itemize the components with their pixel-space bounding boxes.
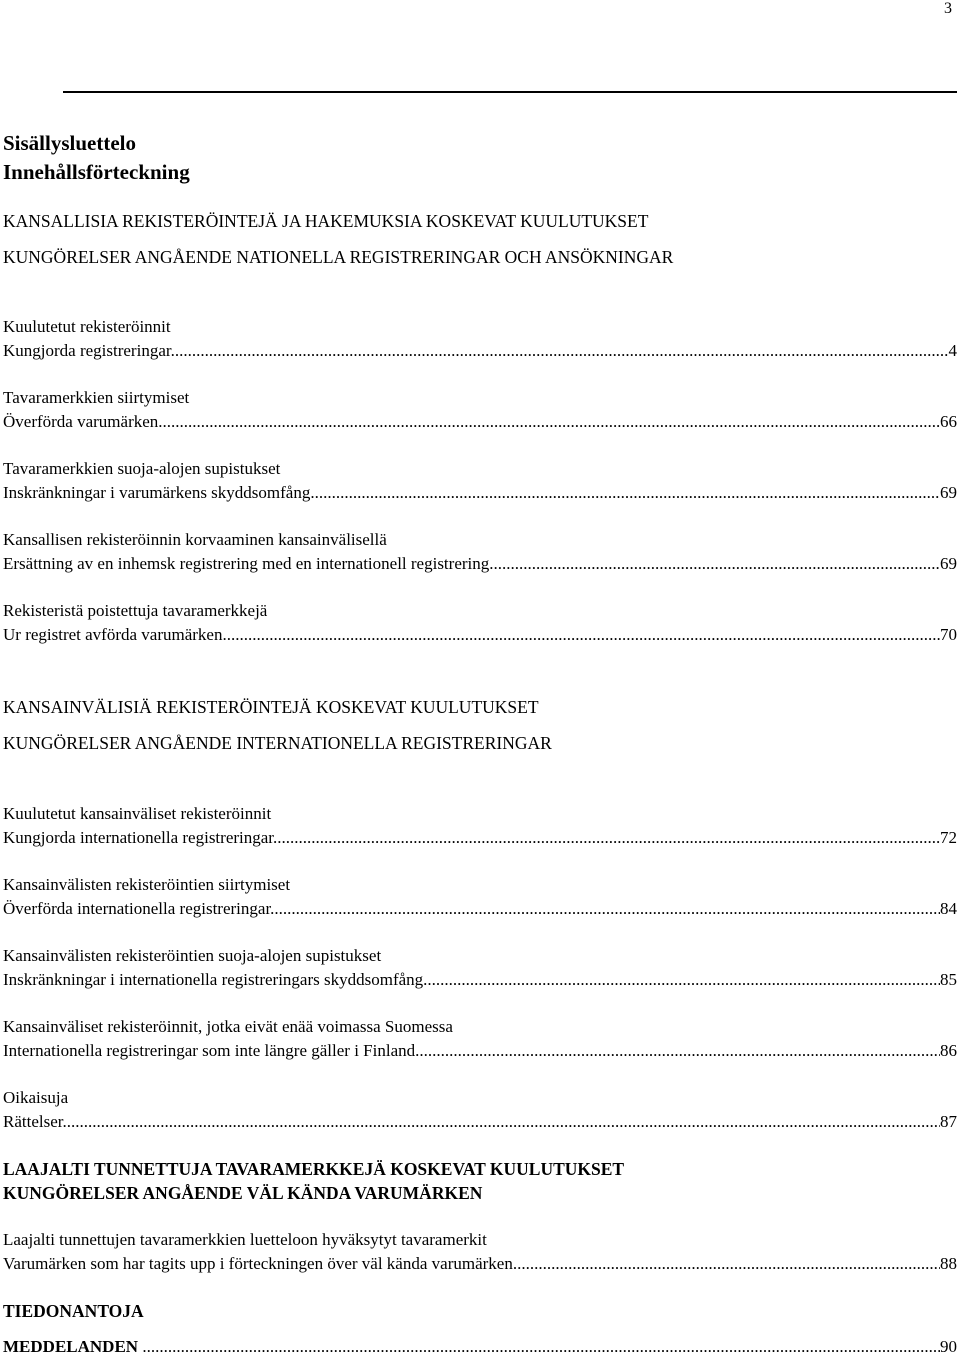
toc-entry-fi: Kansallisen rekisteröinnin korvaaminen kansainvälisellä	[3, 530, 387, 549]
toc-entry-transferred-marks[interactable]	[3, 411, 957, 433]
toc-entry-fi: Kansainväliset rekisteröinnit, jotka eivät enää voimassa Suomessa	[3, 1017, 453, 1036]
toc-entry-page: 66	[940, 412, 957, 431]
page-number: 3	[944, 0, 952, 17]
toc-entry-fi: Kuulutetut rekisteröinnit	[3, 317, 171, 336]
toc-entry-page: 69	[940, 483, 957, 502]
toc-entry-page: 86	[940, 1041, 957, 1060]
header-rule	[63, 91, 957, 93]
dot-leader	[67, 1111, 940, 1133]
toc-entry-page: 69	[940, 554, 957, 573]
toc-entry-sv: Överförda varumärken.	[3, 412, 163, 431]
section-heading-international-sv: KUNGÖRELSER ANGÅENDE INTERNATIONELLA REGISTRERINGAR	[3, 733, 552, 753]
toc-entry-page: 85	[940, 970, 957, 989]
toc-entry-notices[interactable]	[3, 1336, 957, 1358]
toc-entry-fi: Laajalti tunnettujen tavaramerkkien luetteloon hyväksytyt tavaramerkit	[3, 1230, 487, 1249]
toc-entry-international-limitations[interactable]	[3, 969, 957, 991]
dot-leader	[277, 827, 940, 849]
toc-entry-sv: Överförda internationella registreringar.	[3, 899, 275, 918]
toc-entry-page: 87	[940, 1112, 957, 1131]
toc-entry-international-registrations[interactable]	[3, 827, 957, 849]
dot-leader	[227, 624, 940, 646]
dot-leader	[494, 553, 941, 575]
toc-entry-fi: Tavaramerkkien siirtymiset	[3, 388, 190, 407]
section-heading-well-known-sv: KUNGÖRELSER ANGÅENDE VÄL KÄNDA VARUMÄRKEN	[3, 1183, 483, 1203]
section-heading-notices-fi: TIEDONANTOJA	[3, 1301, 144, 1321]
toc-entry-page: 4	[948, 341, 957, 360]
toc-entry-removed-marks[interactable]	[3, 624, 957, 646]
toc-entry-sv: Ersättning av en inhemsk registrering med en internationell registrering.	[3, 554, 494, 573]
toc-entry-fi: Kansainvälisten rekisteröintien siirtymiset	[3, 875, 291, 894]
toc-entry-replacement[interactable]	[3, 553, 957, 575]
toc-entry-page: 88	[940, 1254, 957, 1273]
dot-leader	[517, 1253, 940, 1275]
section-heading-international-fi: KANSAINVÄLISIÄ REKISTERÖINTEJÄ KOSKEVAT KUULUTUKSET	[3, 697, 539, 717]
toc-entry-fi: Rekisteristä poistettuja tavaramerkkejä	[3, 601, 268, 620]
section-heading-national-sv: KUNGÖRELSER ANGÅENDE NATIONELLA REGISTRERINGAR OCH ANSÖKNINGAR	[3, 247, 674, 267]
toc-entry-sv: Inskränkningar i varumärkens skyddsomfång.	[3, 483, 315, 502]
toc-entry-sv: Internationella registreringar som inte längre gäller i Finland.	[3, 1041, 420, 1060]
dot-leader	[423, 969, 940, 991]
dot-leader	[163, 411, 940, 433]
toc-entry-fi: Oikaisuja	[3, 1088, 69, 1107]
toc-entry-sv: Varumärken som har tagits upp i förteckningen över väl kända varumärken.	[3, 1254, 518, 1273]
toc-entry-page: 84	[940, 899, 957, 918]
toc-entry-well-known-marks[interactable]	[3, 1253, 957, 1275]
toc-entry-sv: Kungjorda registreringar.	[3, 341, 175, 360]
dot-leader	[175, 340, 949, 362]
toc-entry-page: 72	[940, 828, 957, 847]
toc-entry-sv: MEDDELANDEN	[3, 1337, 143, 1356]
toc-entry-sv: Inskränkningar i internationella registreringars skyddsomfång	[3, 970, 424, 989]
toc-entry-national-registrations[interactable]	[3, 340, 957, 362]
toc-entry-sv: Kungjorda internationella registreringar.	[3, 828, 278, 847]
toc-entry-fi: Tavaramerkkien suoja-alojen supistukset	[3, 459, 281, 478]
dot-leader	[419, 1040, 940, 1062]
toc-entry-fi: Kuulutetut kansainväliset rekisteröinnit	[3, 804, 272, 823]
toc-entry-page: 90	[940, 1337, 957, 1356]
dot-leader	[142, 1336, 940, 1358]
dot-leader	[315, 482, 940, 504]
section-heading-well-known-fi: LAAJALTI TUNNETTUJA TAVARAMERKKEJÄ KOSKEVAT KUULUTUKSET	[3, 1159, 625, 1179]
section-heading-national-fi: KANSALLISIA REKISTERÖINTEJÄ JA HAKEMUKSIA KOSKEVAT KUULUTUKSET	[3, 211, 649, 231]
toc-title-sv: Innehållsförteckning	[3, 160, 190, 184]
toc-entry-transferred-international[interactable]	[3, 898, 957, 920]
toc-entry-sv: Ur registret avförda varumärken.	[3, 625, 227, 644]
toc-entry-no-longer-valid[interactable]	[3, 1040, 957, 1062]
toc-entry-page: 70	[940, 625, 957, 644]
toc-entry-fi: Kansainvälisten rekisteröintien suoja-alojen supistukset	[3, 946, 382, 965]
toc-title-fi: Sisällysluettelo	[3, 131, 137, 155]
toc-entry-sv: Rättelser.	[3, 1112, 67, 1131]
toc-entry-corrections[interactable]	[3, 1111, 957, 1133]
dot-leader	[274, 898, 940, 920]
toc-entry-scope-limitations[interactable]	[3, 482, 957, 504]
